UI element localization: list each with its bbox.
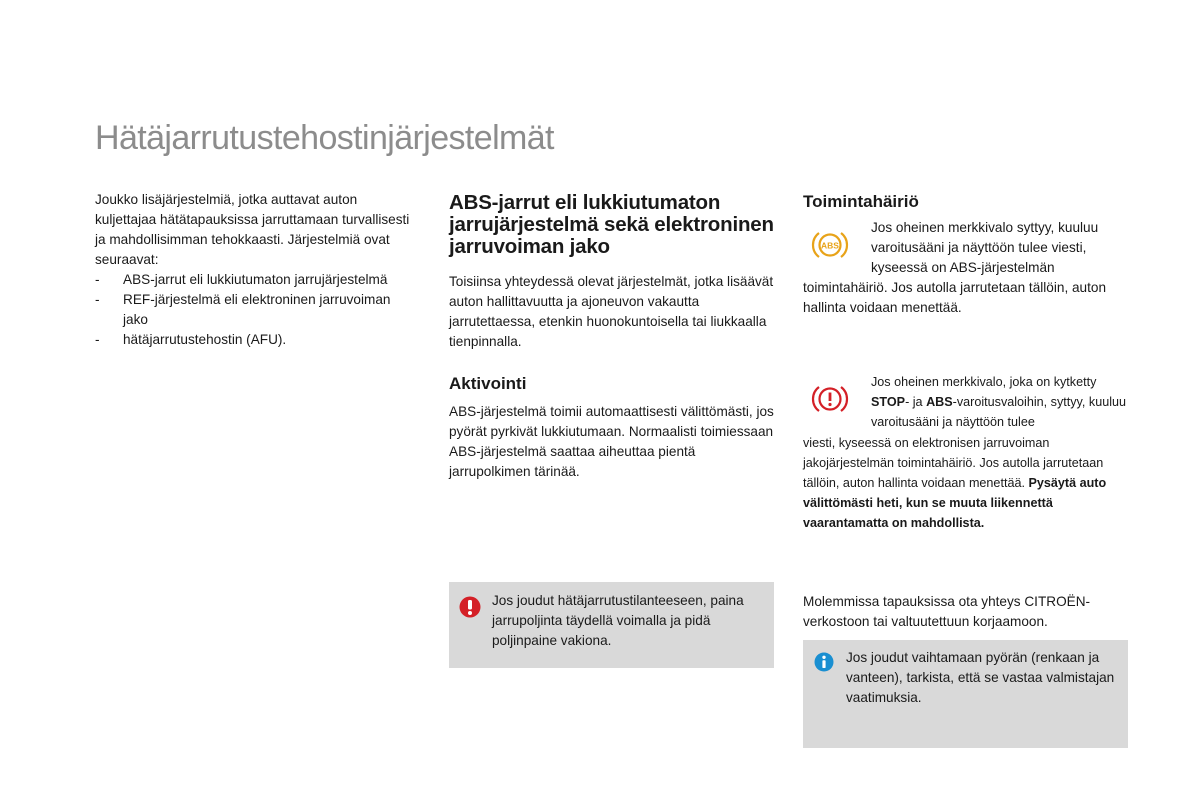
- activation-text: ABS-järjestelmä toimii automaattisesti välittömästi, jos pyörät pyrkivät lukkiutumaan. Normaalisti toimiessaan ABS-järjestelmä saattaa aiheuttaa pientä jarrupolkimen tärinää.: [449, 404, 774, 479]
- ref-malfunction-text-rest: viesti, kyseessä on elektronisen jarruvoiman jakojärjestelmän toimintahäiriö. Jos autolla jarrutetaan tällöin, auton hallinta voidaan menettää.: [803, 435, 1104, 491]
- info-text: Jos joudut vaihtamaan pyörän (renkaan ja vanteen), tarkista, että se vastaa valmistajan vaatimuksia.: [846, 650, 1115, 705]
- ref-text-a: Jos oheinen merkkivalo, joka on kytketty: [871, 375, 1097, 389]
- contact-dealer-text: Molemmissa tapauksissa ota yhteys CITROËN-verkostoon tai valtuutettuun korjaamoon.: [803, 593, 1091, 629]
- systems-list: [95, 270, 415, 350]
- warning-note: [449, 582, 774, 668]
- abs-malfunction-paragraph: [803, 218, 1133, 318]
- abs-description: Toisiinsa yhteydessä olevat järjestelmät, jotka lisäävät auton hallittavuutta ja ajoneuvon vakautta jarrutettaessa, etenkin huonokuntoisella tai liukkaalla tienpinnalla.: [449, 274, 774, 349]
- stop-label: STOP: [871, 395, 906, 410]
- exclamation-icon: [459, 596, 481, 618]
- ref-text-c: -varoitusvaloihin, syttyy, kuuluu varoitusääni ja näyttöön tulee: [871, 395, 1127, 430]
- abs-malfunction-text-rest: toimintahäiriö. Jos autolla jarrutetaan tällöin, auton hallinta voidaan menettää.: [803, 280, 1107, 315]
- warning-text: Jos joudut hätäjarrutustilanteeseen, paina jarrupoljinta täydellä voimalla ja pidä poljinpaine vakiona.: [492, 593, 744, 648]
- abs-malfunction-text-indented: Jos oheinen merkkivalo syttyy, kuuluu varoitusääni ja näyttöön tulee viesti, kyseessä on ABS-järjestelmän: [871, 220, 1099, 275]
- list-item: - ABS-jarrut eli lukkiutumaton jarrujärjestelmä: [95, 270, 415, 290]
- malfunction-heading: Toimintahäiriö: [803, 192, 919, 211]
- info-icon: [814, 652, 834, 672]
- info-note: [803, 640, 1128, 748]
- abs-heading: ABS-jarrut eli lukkiutumaton jarrujärjestelmä sekä elektroninen jarruvoiman jako: [449, 191, 774, 258]
- list-item: - hätäjarrutustehostin (AFU).: [95, 330, 415, 350]
- activation-heading: Aktivointi: [449, 374, 527, 393]
- list-item: - REF-järjestelmä eli elektroninen jarruvoiman jako: [95, 290, 415, 330]
- intro-text: Joukko lisäjärjestelmiä, jotka auttavat auton kuljettajaa hätätapauksissa jarruttamaan turvallisesti ja mahdollisimman tehokkaasti. Järjestelmiä ovat seuraavat:: [95, 192, 410, 267]
- page-title: Hätäjarrutustehostinjärjestelmät: [95, 119, 554, 157]
- ref-malfunction-text-indented: [803, 372, 1133, 433]
- abs-label: ABS: [926, 395, 953, 410]
- intro-section: [95, 190, 415, 350]
- stop-instruction: Pysäytä auto välittömästi heti, kun se muuta liikennettä vaarantamatta on mahdollista.: [803, 476, 1107, 531]
- ref-malfunction-paragraph: [803, 372, 1133, 534]
- ref-text-b: - ja: [905, 395, 923, 410]
- abs-lamp-label: ABS: [821, 240, 839, 251]
